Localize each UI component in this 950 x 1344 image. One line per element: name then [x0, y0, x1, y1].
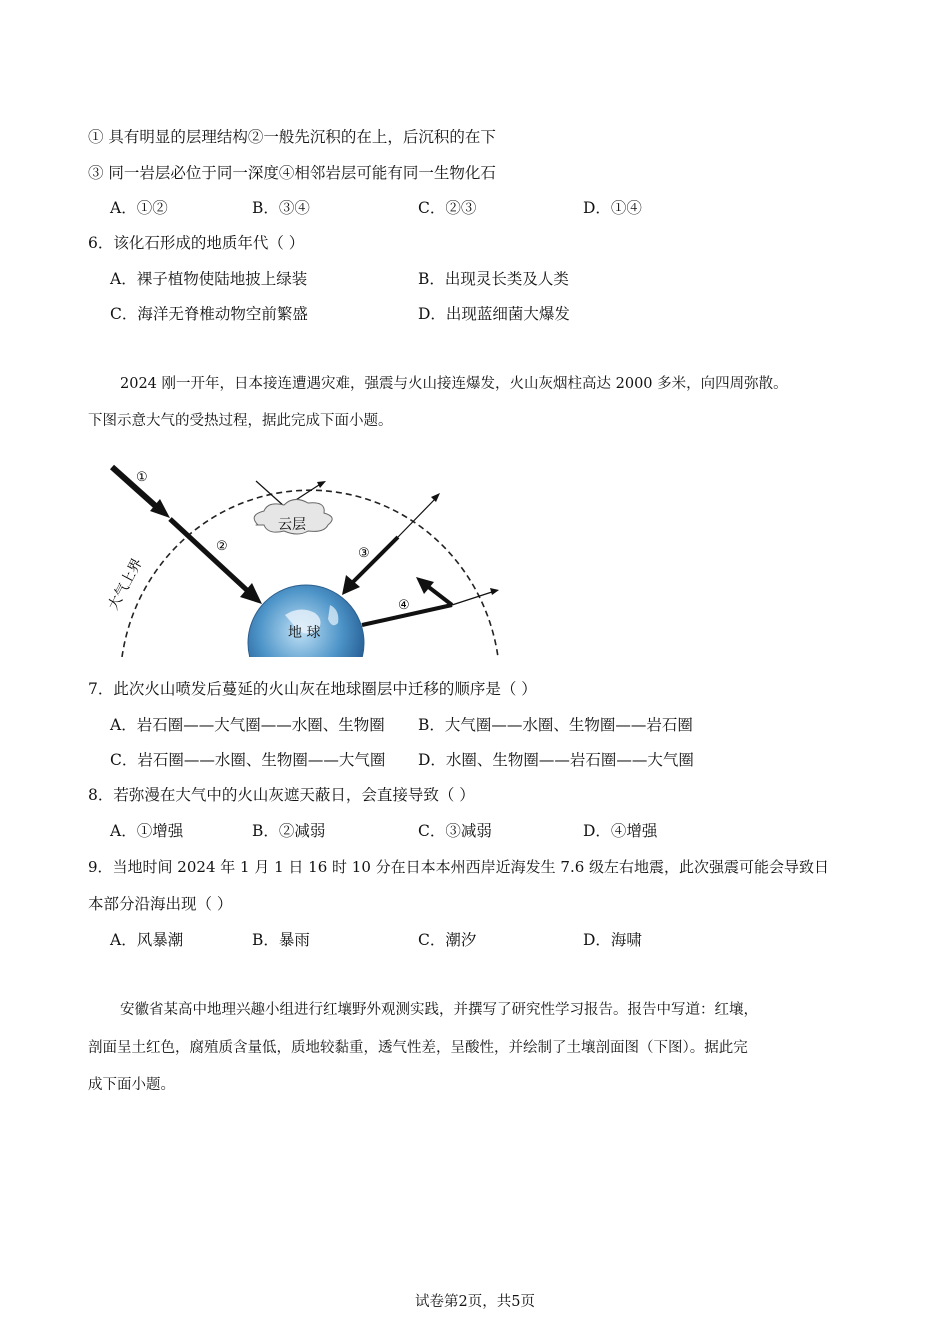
q9-option-b[interactable]: B．暴雨	[252, 931, 310, 949]
q7-option-d[interactable]: D．水圈、生物圈——岩石圈——大气圈	[418, 751, 694, 769]
q9-stem-line-1: 9．当地时间 2024 年 1 月 1 日 16 时 10 分在日本本州西岸近海发生 7.6 级左右地震，此次强震可能会导致日	[88, 858, 830, 876]
label-1: ①	[136, 470, 148, 485]
cloud-label: 云层	[278, 517, 306, 533]
q5-option-c[interactable]: C．②③	[418, 199, 477, 217]
q6-option-a[interactable]: A．裸子植物使陆地披上绿装	[110, 270, 308, 288]
q8-stem: 8．若弥漫在大气中的火山灰遮天蔽日，会直接导致（ ）	[88, 786, 475, 804]
q8-option-d[interactable]: D．④增强	[583, 822, 658, 840]
q5-option-d[interactable]: D．①④	[583, 199, 642, 217]
soil-intro-line-2: 剖面呈土红色，腐殖质含量低，质地较黏重，透气性差，呈酸性，并绘制了土壤剖面图（下图）。据此完	[88, 1040, 748, 1056]
q6-option-c[interactable]: C．海洋无脊椎动物空前繁盛	[110, 305, 308, 323]
soil-intro-line-3: 成下面小题。	[88, 1077, 175, 1093]
q6-stem: 6．该化石形成的地质年代（ ）	[88, 234, 305, 252]
q9-option-c[interactable]: C．潮汐	[418, 931, 477, 949]
label-3: ③	[358, 546, 370, 561]
q7-option-a[interactable]: A．岩石圈——大气圈——水圈、生物圈	[110, 716, 385, 734]
q7-stem: 7．此次火山喷发后蔓延的火山灰在地球圈层中迁移的顺序是（ ）	[88, 680, 537, 698]
q9-option-d[interactable]: D．海啸	[583, 931, 642, 949]
q9-option-a[interactable]: A．风暴潮	[110, 931, 184, 949]
q8-option-a[interactable]: A．①增强	[110, 822, 184, 840]
label-2: ②	[216, 539, 228, 554]
q9-stem-line-2: 本部分沿海出现（ ）	[88, 895, 233, 913]
q5-option-b[interactable]: B．③④	[252, 199, 310, 217]
q7-option-c[interactable]: C．岩石圈——水圈、生物圈——大气圈	[110, 751, 386, 769]
intro-paragraph-line-2: 下图示意大气的受热过程，据此完成下面小题。	[88, 413, 393, 429]
q5-option-a[interactable]: A．①②	[110, 199, 168, 217]
atmosphere-boundary-label: 大气上界	[105, 555, 146, 613]
diagram-svg	[90, 455, 510, 660]
page-footer: 试卷第2页，共5页	[415, 1294, 535, 1310]
intro-paragraph-line-1: 2024 刚一开年，日本接连遭遇灾难，强震与火山接连爆发，火山灰烟柱高达 2000 多米，向四周弥散。	[120, 376, 788, 392]
q8-option-b[interactable]: B．②减弱	[252, 822, 326, 840]
q7-option-b[interactable]: B．大气圈——水圈、生物圈——岩石圈	[418, 716, 693, 734]
q6-option-d[interactable]: D．出现蓝细菌大爆发	[418, 305, 570, 323]
atmosphere-heating-diagram	[90, 455, 510, 660]
earth-label: 地 球	[288, 625, 321, 641]
statement-line-1: ① 具有明显的层理结构②一般先沉积的在上，后沉积的在下	[88, 128, 496, 146]
label-4: ④	[398, 598, 410, 613]
soil-intro-line-1: 安徽省某高中地理兴趣小组进行红壤野外观测实践，并撰写了研究性学习报告。报告中写道：红壤，	[120, 1002, 758, 1018]
statement-line-2: ③ 同一岩层必位于同一深度④相邻岩层可能有同一生物化石	[88, 164, 496, 182]
q6-option-b[interactable]: B．出现灵长类及人类	[418, 270, 569, 288]
q8-option-c[interactable]: C．③减弱	[418, 822, 492, 840]
